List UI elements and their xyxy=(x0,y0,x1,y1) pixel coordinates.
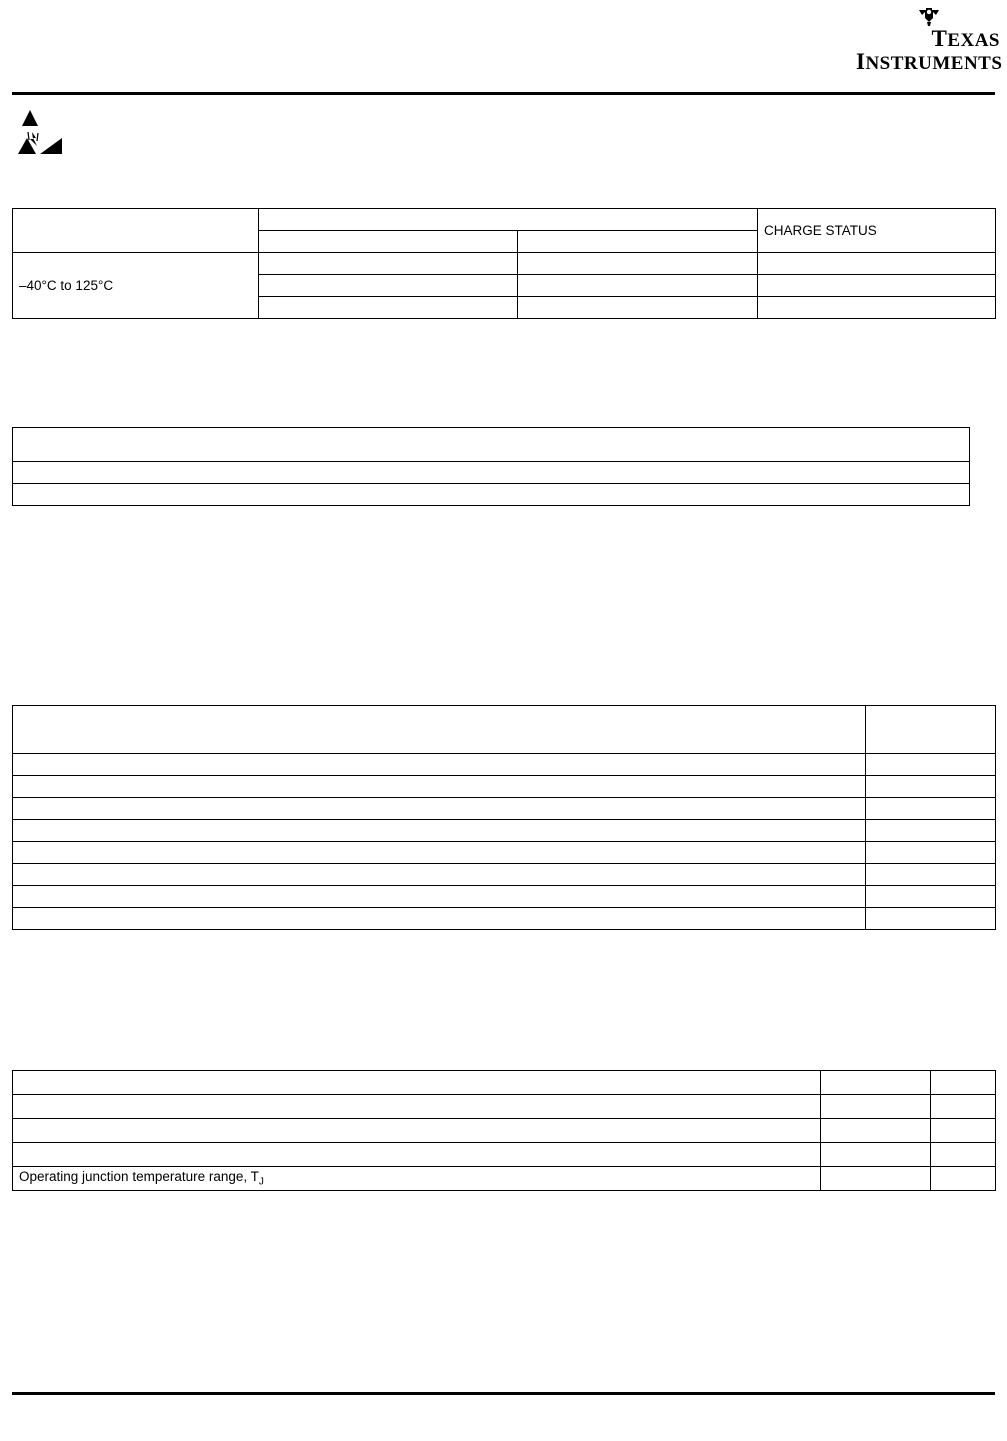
ordering-cell xyxy=(518,297,758,319)
roc-cell-label xyxy=(13,1095,821,1119)
ti-logo-texas-rest: EXAS xyxy=(947,30,1000,51)
table-row xyxy=(13,864,996,886)
table-row xyxy=(13,1071,996,1095)
roc-cell-value xyxy=(821,1071,931,1095)
table-row xyxy=(13,754,996,776)
ordering-cell xyxy=(259,253,518,275)
table-row xyxy=(13,1143,996,1167)
absmax-cell-value xyxy=(866,864,996,886)
roc-cell-value xyxy=(821,1143,931,1167)
table-row xyxy=(13,706,996,754)
table-row xyxy=(13,1095,996,1119)
table-row xyxy=(13,428,970,462)
roc-cell-label-junction-temp xyxy=(13,1167,821,1191)
ti-logo xyxy=(856,8,1003,74)
ordering-cell xyxy=(259,297,518,319)
table-row xyxy=(13,1119,996,1143)
roc-cell-value xyxy=(821,1095,931,1119)
roc-cell-unit xyxy=(931,1167,996,1191)
ordering-temp-range: –40°C to 125°C xyxy=(13,253,259,319)
ordering-col-charge-status-header: CHARGE STATUS xyxy=(758,209,996,253)
roc-junction-temp-subscript: J xyxy=(258,1176,264,1188)
ordering-cell xyxy=(518,275,758,297)
dissipation-cell xyxy=(13,462,970,484)
ordering-cell xyxy=(259,275,518,297)
table-row xyxy=(13,798,996,820)
dissipation-cell xyxy=(13,428,970,462)
ordering-cell xyxy=(518,253,758,275)
ti-logo-texas-cap: T xyxy=(931,26,948,51)
table-row xyxy=(13,209,996,231)
dissipation-cell xyxy=(13,484,970,506)
ti-logo-instruments-cap: I xyxy=(856,49,866,74)
esd-caution-icon xyxy=(16,108,64,160)
absolute-maximum-ratings-table xyxy=(12,705,996,930)
ordering-cell xyxy=(758,275,996,297)
table-row xyxy=(13,776,996,798)
roc-cell-value xyxy=(821,1119,931,1143)
table-row xyxy=(13,253,996,275)
roc-cell-unit xyxy=(931,1119,996,1143)
ordering-cell xyxy=(758,253,996,275)
ti-logo-texas xyxy=(856,27,1002,50)
table-row xyxy=(13,886,996,908)
ordering-col-temp-header xyxy=(13,209,259,253)
ti-logo-instruments xyxy=(856,50,1002,73)
ordering-information-table xyxy=(12,208,996,319)
roc-junction-temp-text: Operating junction temperature range, T xyxy=(19,1169,259,1185)
roc-cell-unit xyxy=(931,1095,996,1119)
table-row xyxy=(13,484,970,506)
absmax-cell-label xyxy=(13,864,866,886)
roc-cell-label xyxy=(13,1071,821,1095)
dissipation-ratings-table xyxy=(12,427,970,506)
recommended-operating-conditions-table xyxy=(12,1070,996,1191)
roc-cell-value xyxy=(821,1167,931,1191)
table-row xyxy=(13,462,970,484)
absmax-cell-label xyxy=(13,886,866,908)
roc-cell-unit xyxy=(931,1143,996,1167)
header-divider xyxy=(12,92,995,95)
absmax-cell-value xyxy=(866,776,996,798)
table-row xyxy=(13,1167,996,1191)
ti-logo-instruments-rest: NSTRUMENTS xyxy=(865,53,1003,74)
absmax-cell-label xyxy=(13,754,866,776)
ordering-subheader-1 xyxy=(259,231,518,253)
absmax-cell-label xyxy=(13,798,866,820)
roc-cell-label xyxy=(13,1143,821,1167)
absmax-cell-value xyxy=(866,842,996,864)
ordering-col-group-header xyxy=(259,209,758,231)
absmax-cell-value xyxy=(866,886,996,908)
absmax-cell-value xyxy=(866,706,996,754)
ordering-subheader-2 xyxy=(518,231,758,253)
ti-logo-mark-icon xyxy=(916,8,942,26)
absmax-cell-label xyxy=(13,706,866,754)
absmax-cell-value xyxy=(866,820,996,842)
table-row xyxy=(13,842,996,864)
footer-divider xyxy=(12,1392,995,1395)
absmax-cell-label xyxy=(13,842,866,864)
absmax-cell-value xyxy=(866,798,996,820)
table-row xyxy=(13,908,996,930)
table-row xyxy=(13,820,996,842)
roc-cell-unit xyxy=(931,1071,996,1095)
roc-cell-label xyxy=(13,1119,821,1143)
absmax-cell-label xyxy=(13,820,866,842)
absmax-cell-value xyxy=(866,754,996,776)
absmax-cell-label xyxy=(13,908,866,930)
absmax-cell-label xyxy=(13,776,866,798)
absmax-cell-value xyxy=(866,908,996,930)
ordering-cell xyxy=(758,297,996,319)
